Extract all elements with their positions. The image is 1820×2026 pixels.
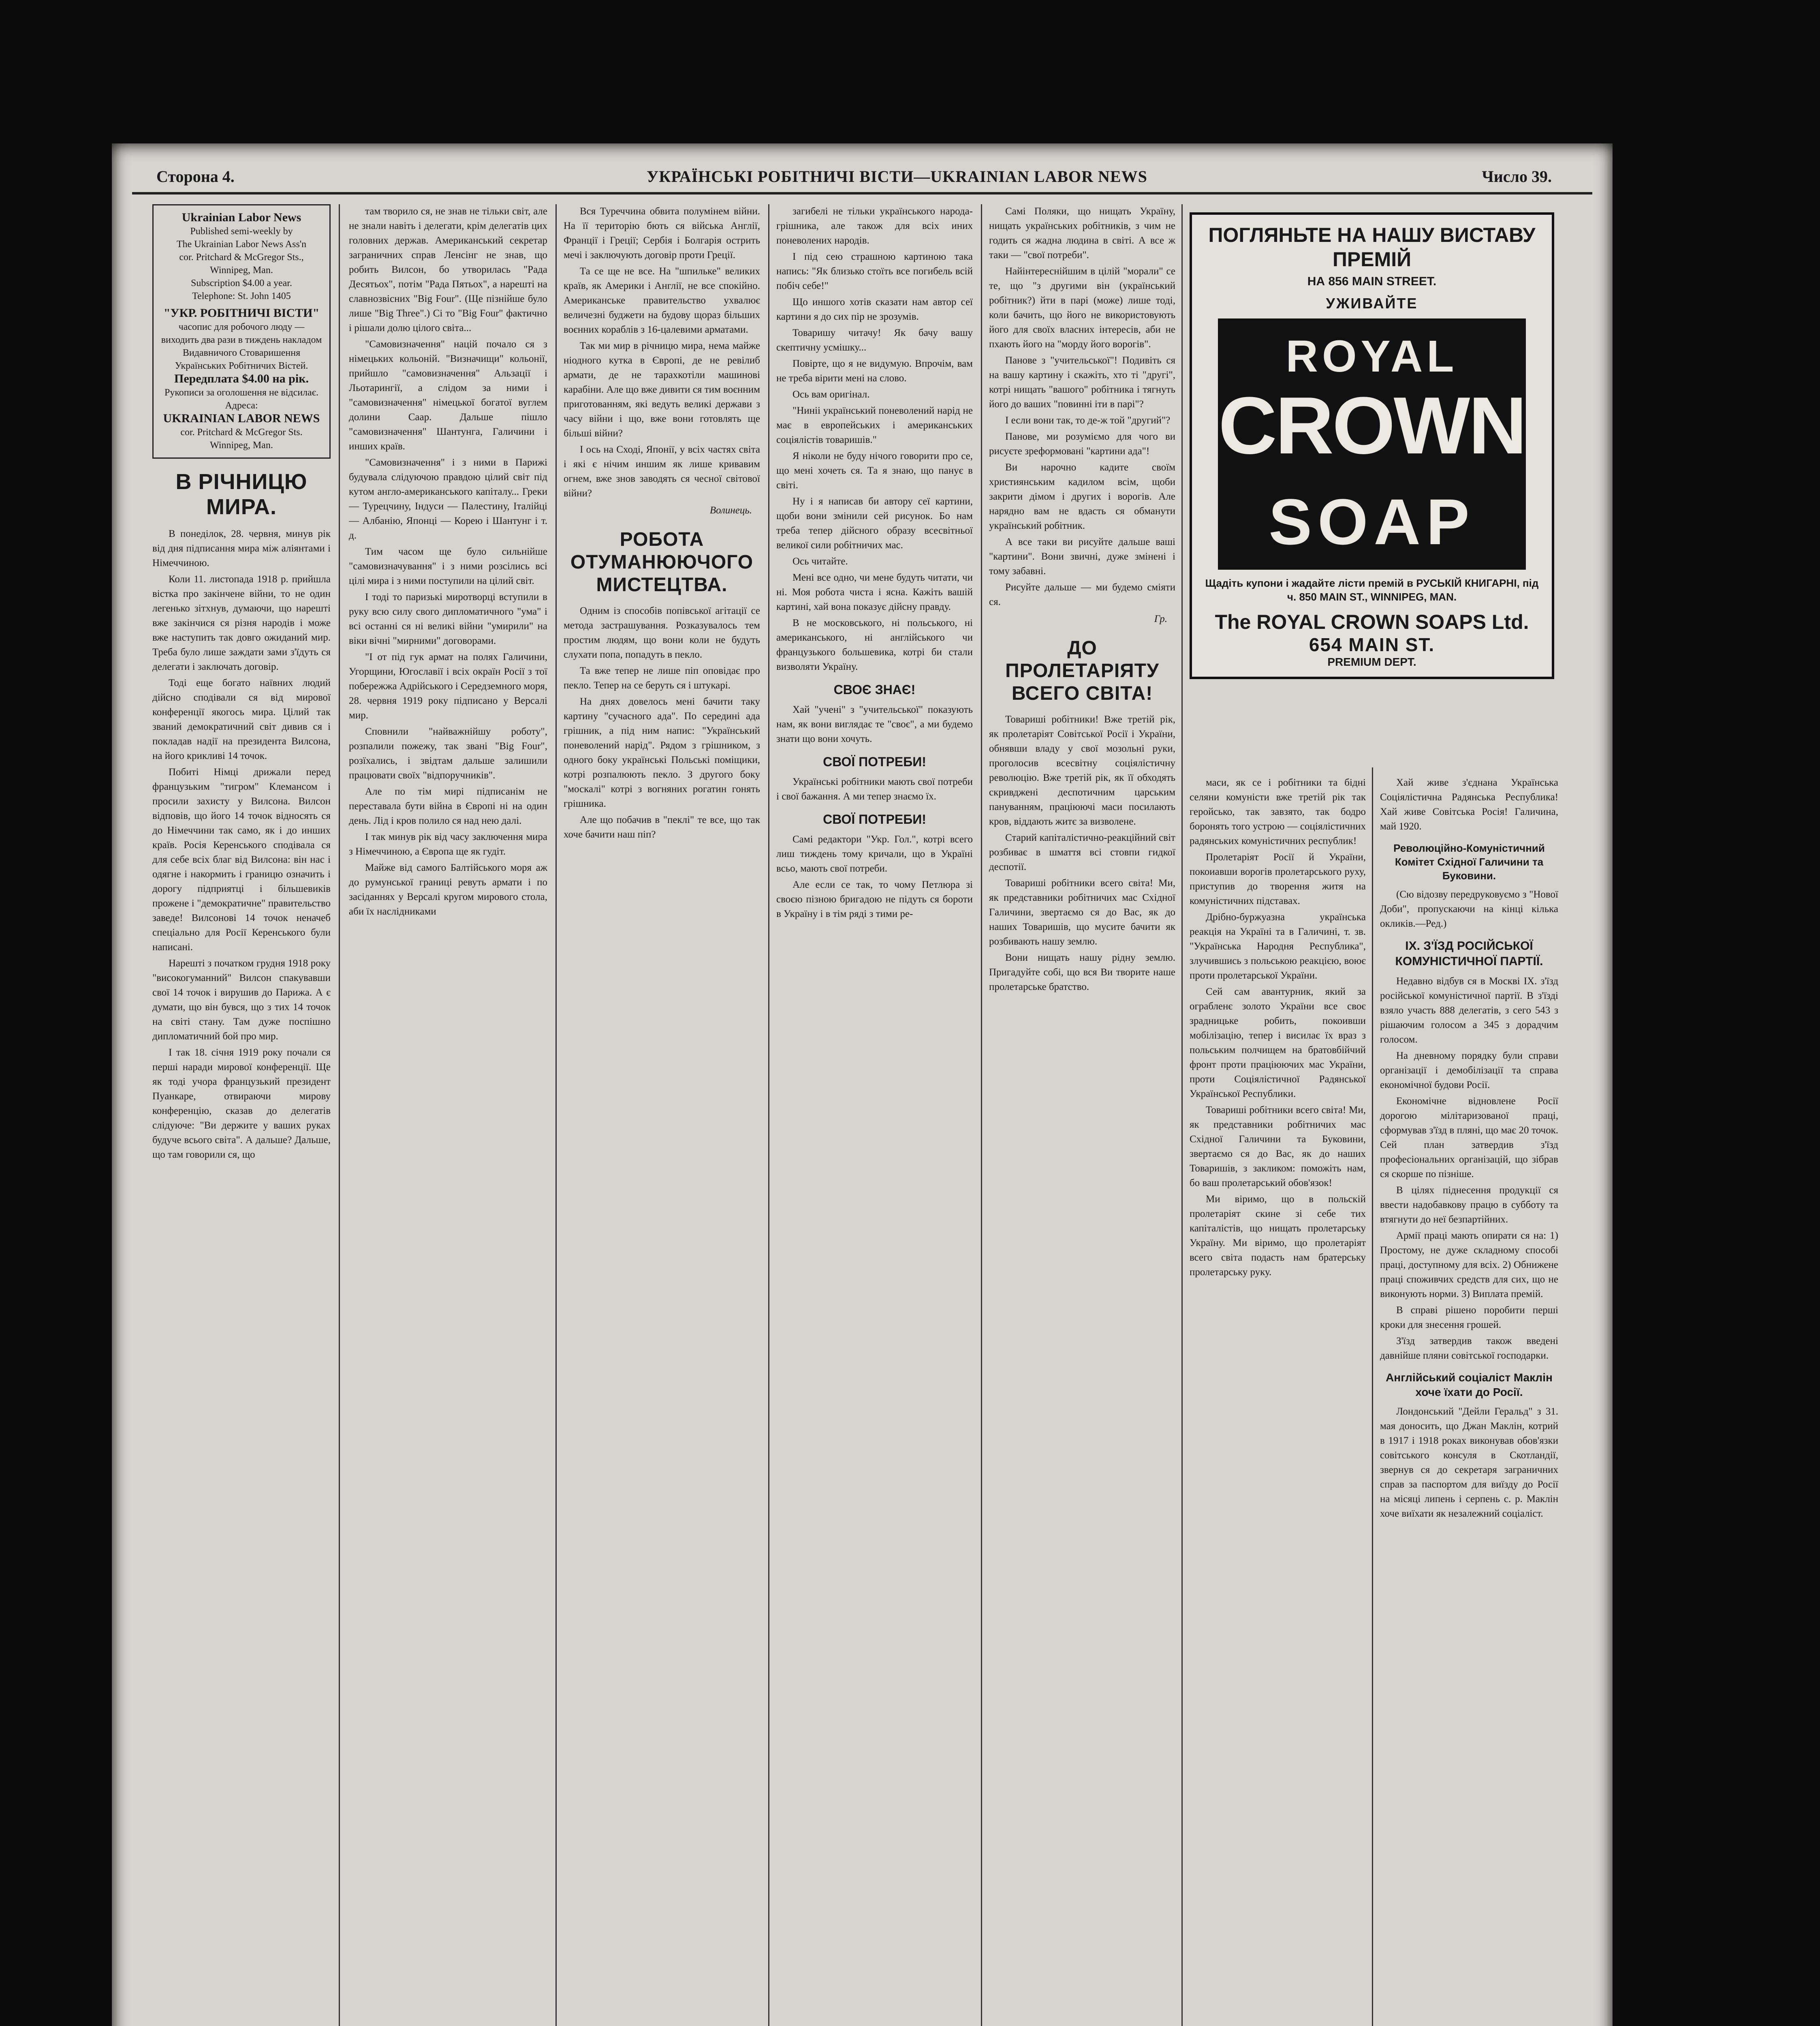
- masthead-publisher: The Ukrainian Labor News Ass'n: [176, 239, 307, 250]
- section-subhead: СВОЄ ЗНАЄ!: [833, 682, 916, 697]
- article-paragraph: Товаришу читачу! Як бачу вашу скептичну усмішку...: [776, 327, 973, 353]
- article-paragraph: Рисуйте дальше — ми будемо сміяти ся.: [989, 582, 1175, 607]
- article-paragraph: Сей сам авантурник, який за ограбленє золото України все своє зрадницьке робить, покоивши мобілізацію, тепер і висилає їх враз з польським полчищем на братовбійчий фронт проти праціюючих мас України, проти Соціялістичної Радянської Української Республики.: [1190, 986, 1366, 1099]
- article-paragraph: Нарешті з початком грудня 1918 року "високогуманний" Вилсон спакувавши свої 14 точок і вирушив до Парижа. А є думати, що він бувся, що з тих 14 точок на світі стану. Там дуже поспішно дипломатичний бой про мир.: [152, 958, 331, 1042]
- article-paragraph: Тоді еще богато наївних людий дійсно сподівали ся від мирової конференції якогось мира. Цілий так званий демократичний світ дивив ся і покладав надії на президента Вилсона, на його крикливі 14 точок.: [152, 677, 331, 761]
- article-paragraph: Майже від самого Балтійського моря аж до румунської границі ревуть армати і по засіданнях у Версалі кругом мирового стола, аби їх наслідниками: [349, 862, 547, 917]
- masthead-title-en: Ukrainian Labor News: [182, 211, 301, 224]
- masthead-address-street: cor. Pritchard & McGregor Sts.: [180, 427, 303, 438]
- newspaper-title: УКРАЇНСЬКІ РОБІТНИЧІ ВІСТИ—UKRAINIAN LABOR NEWS: [647, 167, 1147, 186]
- column-divider: [555, 204, 557, 2026]
- article-paragraph: Армії праці мають опирати ся на: 1) Простому, не дуже складному способі праці, доступному для всіх. 2) Обнижене праці споживчих средств для сих, що не виконують норми. 3) Виплата премій.: [1380, 1230, 1558, 1299]
- masthead-published: Published semi-weekly by: [190, 226, 293, 237]
- article-paragraph: Товариші робітники всего світа! Ми, як представники робітничих мас Східної Галичини, звертаємо ся до Вас, як до наших Товаришів, що мусите бачити як розбивають нашу землю.: [989, 878, 1175, 947]
- logo-crown: CROWN: [1218, 380, 1525, 471]
- article-paragraph: Та се ще не все. На "шпильке" великих країв, як Америки і Англії, не все спокійно. Американське правительство ухвалює величезні буджети на будову щораз більших воєнних кораблів з 16-цалевими арматами.: [564, 266, 760, 335]
- royal-crown-soap-logo: [1218, 318, 1526, 570]
- article-paragraph: На днях довелось мені бачити таку картину "сучасного ада". По середині ада грішник, а під ним напис: "Український поневолений нарід". Рядом з грішником, з одного боку українські Польські поміщики, котрі розпалюють пекло. З другого боку "москалі" котрі з вогняних рогатин гонять грішника.: [564, 696, 760, 809]
- article-paragraph: Хай живе з'єднана Українська Соціялістична Радянська Республика! Хай живе Совітська Росія! Галичина, май 1920.: [1380, 777, 1558, 832]
- column-divider: [1372, 767, 1373, 2026]
- article-paragraph: Коли 11. листопада 1918 р. прийшла вістка про закінчене війни, то не один легенько зітхнув, думаючи, що нарешті вже закінчися ся різня народів і може вже наступить так довго ожиданий мир. Треба було лише заждати зами з'їдуть ся делегати і заключать договір.: [152, 574, 331, 672]
- ad-headline: ПОГЛЯНЬТЕ НА НАШУ ВИСТАВУ ПРЕМІЙ: [1208, 224, 1536, 271]
- masthead-address-label: Адреса:: [225, 400, 258, 411]
- article-paragraph: Товариші робітники! Вже третій рік, як пролетаріят Совітської Росії і України, обнявши владу у свої мозольні руки, проголосив всесвітну соціялістичну революцію. Вже третій рік, як її обходять скривджені деспотичним царським пануванням, праціюючі маси посилають кров, віддають житє за визволене.: [989, 714, 1175, 827]
- column-2: [349, 204, 547, 2026]
- masthead-subscription: Subscription $4.00 a year.: [191, 278, 292, 289]
- article-paragraph: А все таки ви рисуйте дальше ваші "картини". Вони звичні, дуже змінені і тому забавні.: [989, 536, 1175, 577]
- editor-note: (Сю відозву передруковуємо з "Нової Доби", пропускаючи на кінці кілька окликів.—Ред.): [1380, 889, 1558, 929]
- masthead-address-city: Winnipeg, Man.: [210, 440, 273, 451]
- article-paragraph: маси, як се і робітники та бідні селяни комуністи вже третій рік так геройсько, так завзято, так бодро боронять того устрою — соціялістичних радянських комуністичних республик!: [1190, 777, 1366, 846]
- article-paragraph: Ви нарочно кадите своїм християнським кадилом всім, щоби закрити дімом і других і ворогів. Але нарядно вам не вдасть ся обманути український робітник.: [989, 462, 1175, 531]
- article-paragraph: Товариші робітники всего світа! Ми, як представники робітничих мас Східної Галичини та Буковини, звертаємо ся до Вас, як до наших Товаришів, з закликом: поможіть нам, бо ваш пролетарський обов'язок!: [1190, 1105, 1366, 1188]
- article-paragraph: І так минув рік від часу заключення мира з Німеччиною, а Європа ще як гудіт.: [349, 831, 547, 857]
- article-paragraph: Повірте, що я не видумую. Впрочім, вам не треба вірити мені на слово.: [776, 358, 973, 384]
- article-paragraph: Пролетаріят Росії й України, покоиавши ворогів пролетарського руху, приступив до творення житя на комуністичних підставах.: [1190, 852, 1366, 906]
- article-paragraph: Хай "учені" з "учительської" показують нам, як вони виглядає те "своє", а ми будемо знати що вони хочуть.: [776, 704, 973, 744]
- article-paragraph: В справі рішено поробити перші кроки для знесення грошей.: [1380, 1305, 1558, 1330]
- ad-company-address: 654 MAIN ST.: [1309, 634, 1435, 655]
- column-divider: [768, 204, 769, 2026]
- article-paragraph: Побиті Німці дрижали перед французьким "тигром" Клемансом і просили захисту у Вилсона. Вилсон відповів, що його 14 точок відносять ся до Німеччини так само, як і до инших країв. Росія Керенського сподівала ся для себе всіх благ від Вилсона: він нас і одягне і накормить і границю означить і дорогу підприятці і більшевиків прожене і "демократичне" правительство заведе! Вилсонові 14 точок неначеб спеціально для Росії Керенського були написані.: [152, 767, 331, 953]
- article-paragraph: Вони нищать нашу рідну землю. Пригадуйте собі, що вся Ви творите наше пролетарське братство.: [989, 952, 1175, 992]
- page-header: [112, 167, 1613, 195]
- article-title: IX. З'ЇЗД РОСІЙСЬКОЇ КОМУНІСТИЧНОЇ ПАРТІЇ.: [1395, 939, 1543, 968]
- column-7: [1380, 776, 1558, 2026]
- article-paragraph: Економічне відновлене Росії дорогою мілітаризованої праці, сформував з'їзд в пляні, що має 20 точок. Сей план затвердив з'їзд професіональних організацій, що зібрав ся скорше по пізніше.: [1380, 1096, 1558, 1180]
- article-paragraph: Самі Поляки, що нищать Україну, нищать українських робітників, з чим не годить ся жадна людина в світі. А все ж таки — "свої потреби".: [989, 206, 1175, 261]
- article-paragraph: Сповнили "найважнійшу роботу", розпалили пожежу, так звані "Big Four", розїхались, і звідтам дальше залишили працювати своїх "відпоручників".: [349, 726, 547, 781]
- article-paragraph: І тоді то паризькі миротворці вступили в руку всю силу свого дипломатичного "ума" і всі останні ся ні великі війни "умирили" на віки вічні "мирними" договорами.: [349, 592, 547, 646]
- article-paragraph: Я ніколи не буду нічого говорити про се, що мені хочеть ся. Та я знаю, що панує в світі.: [776, 451, 973, 491]
- article-paragraph: І так 18. січня 1919 року почали ся перші наради мирової конференції. Ще як тоді учора французький президент Пуанкаре, отвираючи мирову конференцію, сказав до делегатів слідуюче: "Ви держите у ваших руках будуче всього світа". А дальше? Дальше, що там говорили ся, що: [152, 1047, 331, 1160]
- column-3: [564, 204, 760, 2026]
- article-title: В РІЧНИЦЮ МИРА.: [175, 470, 308, 519]
- article-paragraph: Українські робітники мають свої потреби і свої бажання. А ми тепер знаємо їх.: [776, 776, 973, 802]
- article-paragraph: Ось читайте.: [793, 556, 848, 567]
- ad-department: PREMIUM DEPT.: [1327, 656, 1416, 668]
- article-paragraph: Найінтереснійшим в цілій "морали" се те, що "з другими він (український робітник?) йти в парі (може) лише тоді, коли бачить, що його не використовують його для своїх власних інтересів, аби не пхають його на "морду його ворогів".: [989, 266, 1175, 350]
- column-1: [152, 204, 331, 2026]
- royal-crown-soap-ad: [1190, 212, 1554, 679]
- article-paragraph: На дневному порядку були справи організації і демобілізації та справа економічної будови Росії.: [1380, 1050, 1558, 1090]
- article-paragraph: Одним із способів попівської агітації се метода застрашування. Розказувалось тем простим людям, що вони коли не будуть слухати попа, попадуть в пекло.: [564, 605, 760, 660]
- ad-coupon-text: Щадіть купони і жадайте лісти премій в РУСЬКІЙ КНИГАРНІ, під ч. 850 MAIN ST., WINNIPEG, MAN.: [1205, 577, 1539, 603]
- article-paragraph: Панове з "учительської"! Подивіть ся на вашу картину і скажіть, хто ті "другі", котрі нищать "вашого" робітника і тягнуть його до ваших "повинні іти в парі"?: [989, 355, 1175, 410]
- article-paragraph: В понеділок, 28. червня, минув рік від дня підписання мира між аліянтами і Німеччиною.: [152, 528, 331, 568]
- article-paragraph: "Самовизначення" націй почало ся з німецьких кольоній. "Визначищи" кольонії, прийшло "самовизначення" Альзації і Льотарингії, а слідом за ними і "самовизначення" німецької богатої вуглем долини Саар. Дальше пішло "самовизначення" Шантунга, Галичини і инших країв.: [349, 339, 547, 452]
- article-paragraph: Тим часом ще було сильнійше "самовизначування" і з ними розсілись всі цілі мира і з ними поступили на цілий світ.: [349, 546, 547, 586]
- logo-soap: SOAP: [1269, 485, 1475, 558]
- article-paragraph: там творило ся, не знав не тільки світ, але не знали навіть і делегати, крім делегатів цих головних держав. Американський секретар заграничних справ Ленсінг не знав, що робить Вилсон, бо утворилась "Рада Десятьох", потім "Рада Пятьох", а нарешті на славнозвісних "Big Four". (Ще пізнійше було лише "Big Three".) Сі то "Big Four" фактично і рішали долю цілого світа...: [349, 206, 547, 333]
- masthead-price: Передплата $4.00 на рік.: [174, 372, 309, 385]
- article-paragraph: Що иншого хотів сказати нам автор сеї картини я до сих пір не зрозумів.: [776, 297, 973, 322]
- header-rule: [132, 192, 1592, 194]
- masthead-box: [152, 204, 331, 459]
- article-paragraph: Дрібно-буржуазна українська реакція на Україні та в Галичині, т. зв. "Українська Народня Республика", злучившись з польською реакцією, воює проти пролетарської України.: [1190, 912, 1366, 981]
- article-paragraph: В не московського, ні польського, ні американського, ні англійського чи французького большевика, котрі би стали визволяти Україну.: [776, 618, 973, 672]
- article-paragraph: Ось вам оригінал.: [793, 389, 870, 400]
- article-paragraph: "Ниніi український поневолений нарід не має в европейських і американських соціялістів товаришів.": [776, 405, 973, 445]
- article-paragraph: І ось на Сході, Японії, у всіх частях світа і які є нічим иншим як лише кривавим огнем, вже знов заводять ся чесної світової війни?: [564, 444, 760, 499]
- ad-address: НА 856 MAIN STREET.: [1307, 275, 1437, 288]
- article-paragraph: Але що побачив в "пеклі" те все, що так хоче бачити наш піп?: [564, 814, 760, 840]
- article-paragraph: загибелі не тільки українського народа-грішника, але також для всіх иних поневолених народів.: [776, 206, 973, 246]
- article-paragraph: Але по тім мирі підписанім не переставала бути війна в Європі ні на один день. Лід і кров полило ся над нею далі.: [349, 786, 547, 826]
- article-paragraph: Та вже тепер не лише піп оповідає про пекло. Тепер на се беруть ся і штукарі.: [564, 665, 760, 691]
- article-paragraph: В цілях піднесення продукції ся ввести надобавкову працю в субботу та втягнути до неї безпартійних.: [1380, 1185, 1558, 1225]
- article-paragraph: Старий капіталістично-реакційний світ розбиває в шмаття всі стовпи гидкої деспотії.: [989, 832, 1175, 872]
- article-paragraph: Панове, ми розуміємо для чого ви рисуєте зреформовані "картини ада"!: [989, 431, 1175, 457]
- masthead-address: cor. Pritchard & McGregor Sts., Winnipeg, Man.: [179, 252, 304, 276]
- section-subhead: СВОЇ ПОТРЕБИ!: [823, 812, 926, 827]
- article-paragraph: Так ми мир в річницю мира, нема майже ніодного кутка в Європі, де не ревілиб армати, де не тарахкотіли машинові карабіни. Але що вже дивити ся тим воєнним приготованням, які ведуть великі держави з часу війни і що, вже вони готовлять ще більші війни?: [564, 340, 760, 439]
- newspaper-page: [112, 143, 1613, 2026]
- ad-use-label: УЖИВАЙТЕ: [1326, 295, 1418, 312]
- article-title: Англійський соціаліст Маклін хоче їхати до Росії.: [1386, 1371, 1553, 1398]
- article-paragraph: Ми віримо, що в польскій пролетаріят скине зі себе тих капіталістів, що нищать пролетарську Україну. Ми віримо, що пролетаріят всего світа подасть нам братерську пролетарську руку.: [1190, 1194, 1366, 1278]
- section-subhead: СВОЇ ПОТРЕБИ!: [823, 754, 926, 769]
- article-title: РОБОТА ОТУМАНЮЮЧОГО МИСТЕЦТВА.: [570, 529, 754, 596]
- page-number: Сторона 4.: [156, 167, 235, 186]
- article-paragraph: "І от під гук армат на полях Галичини, Угорщини, Югославії і всіх окраїн Росії з тої побережжа Адрійського і Середземного моря, 28. червня 1919 року підписано у Версалі мир.: [349, 652, 547, 721]
- masthead-telephone: Telephone: St. John 1405: [192, 291, 291, 301]
- masthead-title-ua: "УКР. РОБІТНИЧІ ВІСТИ": [163, 306, 320, 320]
- column-6: [1190, 776, 1366, 2026]
- article-paragraph: І під сею страшною картиною така напись: "Як близько стоїть все погибель всій побіч себе!": [776, 251, 973, 291]
- article-signature: Революційно-Комуністичний Комітет Східної Галичини та Буковини.: [1393, 842, 1545, 882]
- article-paragraph: Недавно відбув ся в Москві IX. з'їзд російської комуністичної партії. В з'їзді взяло участь 888 делегатів, з сего 543 з рішаючим голосом а 345 з дорадчим голосом.: [1380, 976, 1558, 1045]
- masthead-description: часопис для робочого люду — виходить два рази в тиждень накладом Видавничого Стоваришення Українських Робітничих Вістей.: [161, 322, 322, 371]
- article-paragraph: Мені все одно, чи мене будуть читати, чи ні. Моя робота чиста і ясна. Кажіть вашій картині, хай вона показує дійсну правду.: [776, 572, 973, 612]
- article-paragraph: Вся Туреччина обвита полумінем війни. На її територію бють ся війська Англії, Франції і Греції; Сербія і Болгарія острить мечі і заключують договір проти Греції.: [564, 206, 760, 261]
- article-signature: Волинець.: [709, 505, 752, 516]
- column-4: [776, 204, 973, 2026]
- article-signature: Гр.: [1154, 613, 1167, 624]
- article-paragraph: Але если се так, то чому Петлюра зі своєю пізною бригадою не підуть ся бороти в Україну і в тім ряді з тими ре-: [776, 879, 973, 919]
- article-paragraph: З'їзд затвердив також введені давнійше пляни совітської господарки.: [1380, 1336, 1558, 1361]
- masthead-address-name: UKRAINIAN LABOR NEWS: [163, 412, 320, 425]
- article-paragraph: І если вони так, то де-ж той "другий"?: [1005, 415, 1171, 426]
- column-divider: [1181, 204, 1183, 2026]
- masthead-note: Рукописи за оголошення не відсилає.: [164, 387, 318, 398]
- article-paragraph: Ну і я написав би автору сеї картини, щоби вони змінили сей рисунок. Бо нам треба тепер дійсного образу всесвітньої великої сили робітничих мас.: [776, 496, 973, 551]
- article-paragraph: Самі редактори "Укр. Гол.", котрі всего лиш тиждень тому кричали, що в Україні всьо, мають свої потреби.: [776, 834, 973, 874]
- column-divider: [981, 204, 982, 2026]
- article-paragraph: Лондонський "Дейли Геральд" з 31. мая доносить, що Джан Маклін, котрий в 1917 і 1918 роках виконував обов'язки совітського консуля в Скотландії, звернув ся до секретаря заграничних справ за паспортом для виїзду до Росії на місяці липень і серпень с. р. Маклін хоче виїхати як незалежний соціаліст.: [1380, 1406, 1558, 1519]
- article-title: ДО ПРОЛЕТАРІЯТУ ВСЕГО СВІТА!: [1005, 637, 1159, 704]
- issue-number: Число 39.: [1482, 167, 1552, 186]
- column-5: [989, 204, 1175, 2026]
- ad-company: The ROYAL CROWN SOAPS Ltd.: [1215, 611, 1529, 633]
- article-paragraph: "Самовизначення" і з ними в Парижі будувала слідуючою правдою цілий світ під кутом англо-американського капіталу... Греки — Турецчину, Індуси — Палестину, Італійці — Албанію, Японці — Корею і Шантунг і т. д.: [349, 457, 547, 541]
- logo-royal: ROYAL: [1286, 331, 1458, 381]
- column-divider: [339, 204, 340, 2026]
